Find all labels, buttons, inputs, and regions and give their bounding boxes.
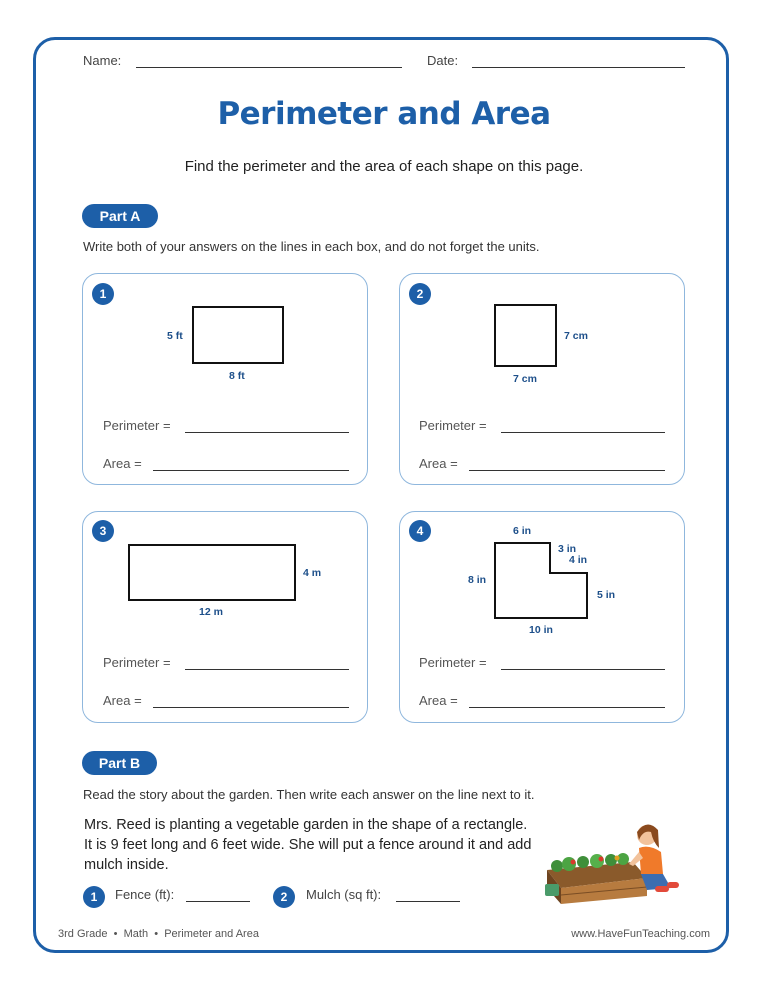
part-b-instructions: Read the story about the garden. Then write each answer on the line next to it. — [83, 787, 535, 802]
problem-card-1 — [82, 273, 368, 485]
dim-right-4: 5 in — [597, 589, 616, 601]
area-answer-line-4[interactable] — [469, 707, 665, 708]
square-shape-2 — [494, 304, 557, 367]
name-label: Name: — [83, 53, 122, 68]
bullet-icon: • — [110, 928, 121, 940]
date-line[interactable] — [472, 67, 685, 68]
area-label-1: Area = — [103, 456, 142, 471]
perimeter-label-4: Perimeter = — [419, 655, 487, 670]
footer-meta — [58, 928, 259, 940]
dim-bottom-4: 10 in — [529, 624, 553, 636]
footer-grade: 3rd Grade — [58, 928, 108, 940]
perimeter-label-3: Perimeter = — [103, 655, 171, 670]
perimeter-answer-line-2[interactable] — [501, 432, 665, 433]
dim-width-1: 8 ft — [229, 370, 245, 382]
footer-topic: Perimeter and Area — [164, 928, 259, 940]
problem-card-3 — [82, 511, 368, 723]
dim-height-2: 7 cm — [564, 330, 588, 342]
part-b-badge: Part B — [82, 751, 157, 775]
problem-number-2: 2 — [409, 283, 431, 305]
area-label-4: Area = — [419, 693, 458, 708]
perimeter-label-1: Perimeter = — [103, 418, 171, 433]
dim-height-1: 5 ft — [167, 330, 183, 342]
mulch-label: Mulch (sq ft): — [306, 887, 382, 902]
perimeter-label-2: Perimeter = — [419, 418, 487, 433]
fence-answer-line[interactable] — [186, 901, 250, 902]
perimeter-answer-line-1[interactable] — [185, 432, 349, 433]
page-title: Perimeter and Area — [217, 96, 551, 132]
perimeter-answer-line-4[interactable] — [501, 669, 665, 670]
name-line[interactable] — [136, 67, 402, 68]
part-a-badge: Part A — [82, 204, 158, 228]
dim-width-2: 7 cm — [513, 373, 537, 385]
garden-story: Mrs. Reed is planting a vegetable garden in the shape of a rectangle. It is 9 feet long and 6 feet wide. She will put a fence around it and add mulch inside. — [84, 817, 532, 873]
dim-height-3: 4 m — [303, 567, 322, 579]
problem-number-3: 3 — [92, 520, 114, 542]
perimeter-answer-line-3[interactable] — [185, 669, 349, 670]
girl-gardening-illustration — [543, 818, 688, 906]
problem-number-4: 4 — [409, 520, 431, 542]
dim-left-4: 8 in — [468, 574, 487, 586]
question-number-2: 2 — [273, 886, 295, 908]
page-subtitle: Find the perimeter and the area of each shape on this page. — [184, 158, 584, 175]
footer-site: www.HaveFunTeaching.com — [571, 928, 710, 940]
mulch-answer-line[interactable] — [396, 901, 460, 902]
date-label: Date: — [427, 53, 459, 68]
dim-top-4: 6 in — [513, 525, 532, 537]
footer-subject: Math — [123, 928, 149, 940]
area-answer-line-1[interactable] — [153, 470, 349, 471]
part-a-instructions: Write both of your answers on the lines in each box, and do not forget the units. — [83, 239, 540, 254]
area-label-3: Area = — [103, 693, 142, 708]
dim-width-3: 12 m — [199, 606, 223, 618]
fence-label: Fence (ft): — [115, 887, 175, 902]
area-answer-line-3[interactable] — [153, 707, 349, 708]
dim-notch-depth-4: 3 in — [558, 543, 577, 555]
area-answer-line-2[interactable] — [469, 470, 665, 471]
bullet-icon: • — [151, 928, 162, 940]
rectangle-shape-1 — [192, 306, 284, 364]
rectangle-shape-3 — [128, 544, 296, 601]
problem-number-1: 1 — [92, 283, 114, 305]
dim-notch-width-4: 4 in — [569, 554, 588, 566]
question-number-1: 1 — [83, 886, 105, 908]
area-label-2: Area = — [419, 456, 458, 471]
